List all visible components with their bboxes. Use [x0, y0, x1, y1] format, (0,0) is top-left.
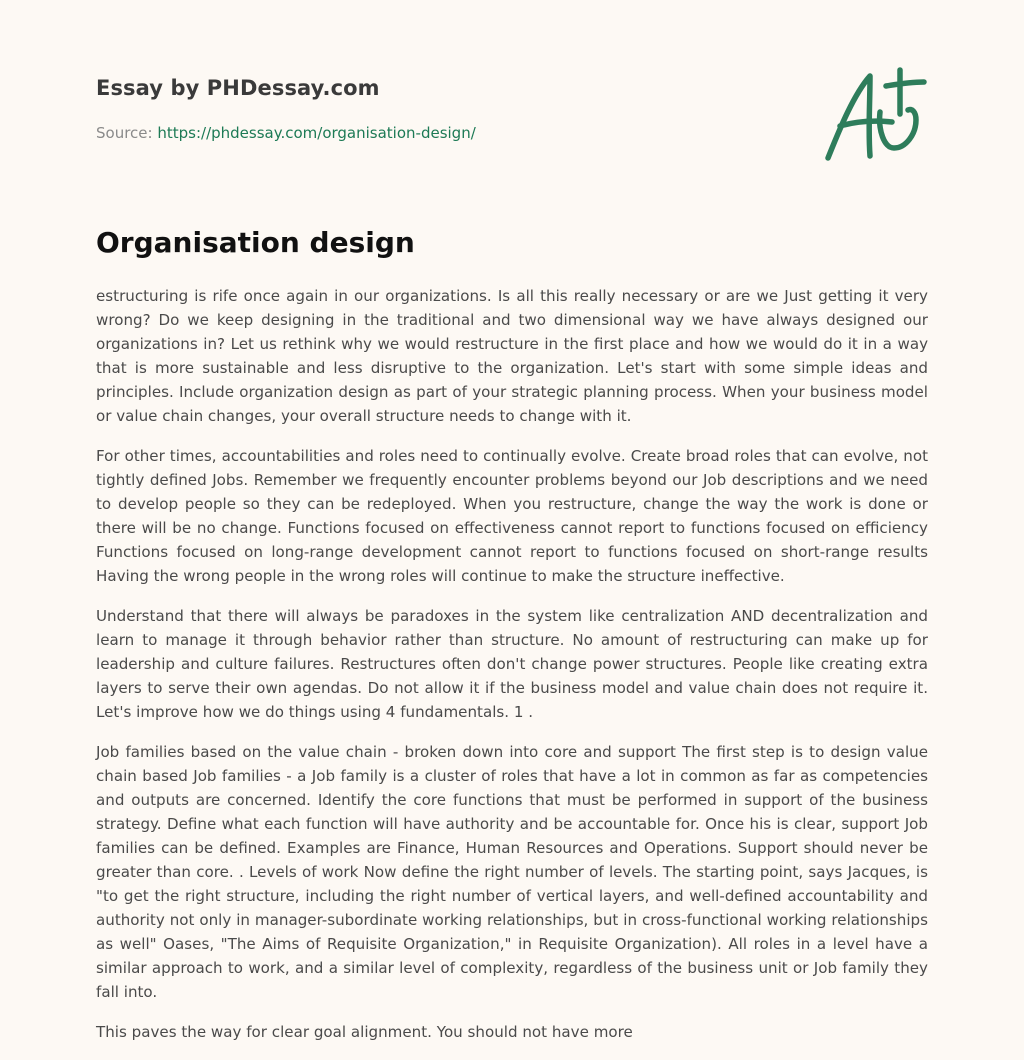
page-header [96, 0, 928, 200]
essay-paragraph: This paves the way for clear goal alignment. You should not have more [96, 1023, 633, 1041]
source-line [96, 124, 476, 142]
essay-paragraph: For other times, accountabilities and roles need to continually evolve. Create broad roles that can evolve, not tightly defined Jobs. Remember we frequently encounter problems beyond our Job descriptions and we need to develop people so they can be redeployed. When you restructure, change the way the work is done or there will be no change. Functions focused on effectiveness cannot report to functions focused on efficiency Functions focused on long-range development cannot report to functions focused on short-range results Having the wrong people in the wrong roles will continue to make the structure ineffective. [96, 447, 928, 585]
essay-paragraph: estructuring is rife once again in our organizations. Is all this really necessary or are we Just getting it very wrong? Do we keep designing in the traditional and two dimensional way we have always designed our organizations in? Let us rethink why we would restructure in the first place and how we would do it in a way that is more sustainable and less disruptive to the organization. Let's start with some simple ideas and principles. Include organization design as part of your strategic planning process. When your business model or value chain changes, your overall structure needs to change with it. [96, 287, 928, 425]
essay-body [96, 284, 928, 1060]
essay-paragraph: Understand that there will always be paradoxes in the system like centralization AND decentralization and learn to manage it through behavior rather than structure. No amount of restructuring can make up for leadership and culture failures. Restructures often don't change power structures. People like creating extra layers to serve their own agendas. Do not allow it if the business model and value chain does not require it. Let's improve how we do things using 4 fundamentals. 1 . [96, 607, 928, 721]
site-brand: Essay by PHDessay.com [96, 76, 380, 100]
source-link[interactable]: https://phdessay.com/organisation-design/ [157, 124, 476, 142]
a-plus-grade-icon [820, 64, 930, 168]
essay-paragraph: Job families based on the value chain - broken down into core and support The first step is to design value chain based Job families - a Job family is a cluster of roles that have a lot in common as far as competencies and outputs are concerned. Identify the core functions that must be performed in support of the business strategy. Define what each function will have authority and be accountable for. Once his is clear, support Job families can be defined. Examples are Finance, Human Resources and Operations. Support should never be greater than core. . Levels of work Now define the right number of levels. The starting point, says Jacques, is "to get the right structure, including the right number of vertical layers, and well-defined accountability and authority not only in manager-subordinate working relationships, but in cross-functional working relationships as well" Oases, "The Aims of Requisite Organization," in Requisite Organization). All roles in a level have a similar approach to work, and a similar level of complexity, regardless of the business unit or Job family they fall into. [96, 743, 928, 1001]
essay-title: Organisation design [96, 226, 415, 259]
source-label: Source: [96, 124, 153, 142]
essay-page [96, 0, 928, 1041]
